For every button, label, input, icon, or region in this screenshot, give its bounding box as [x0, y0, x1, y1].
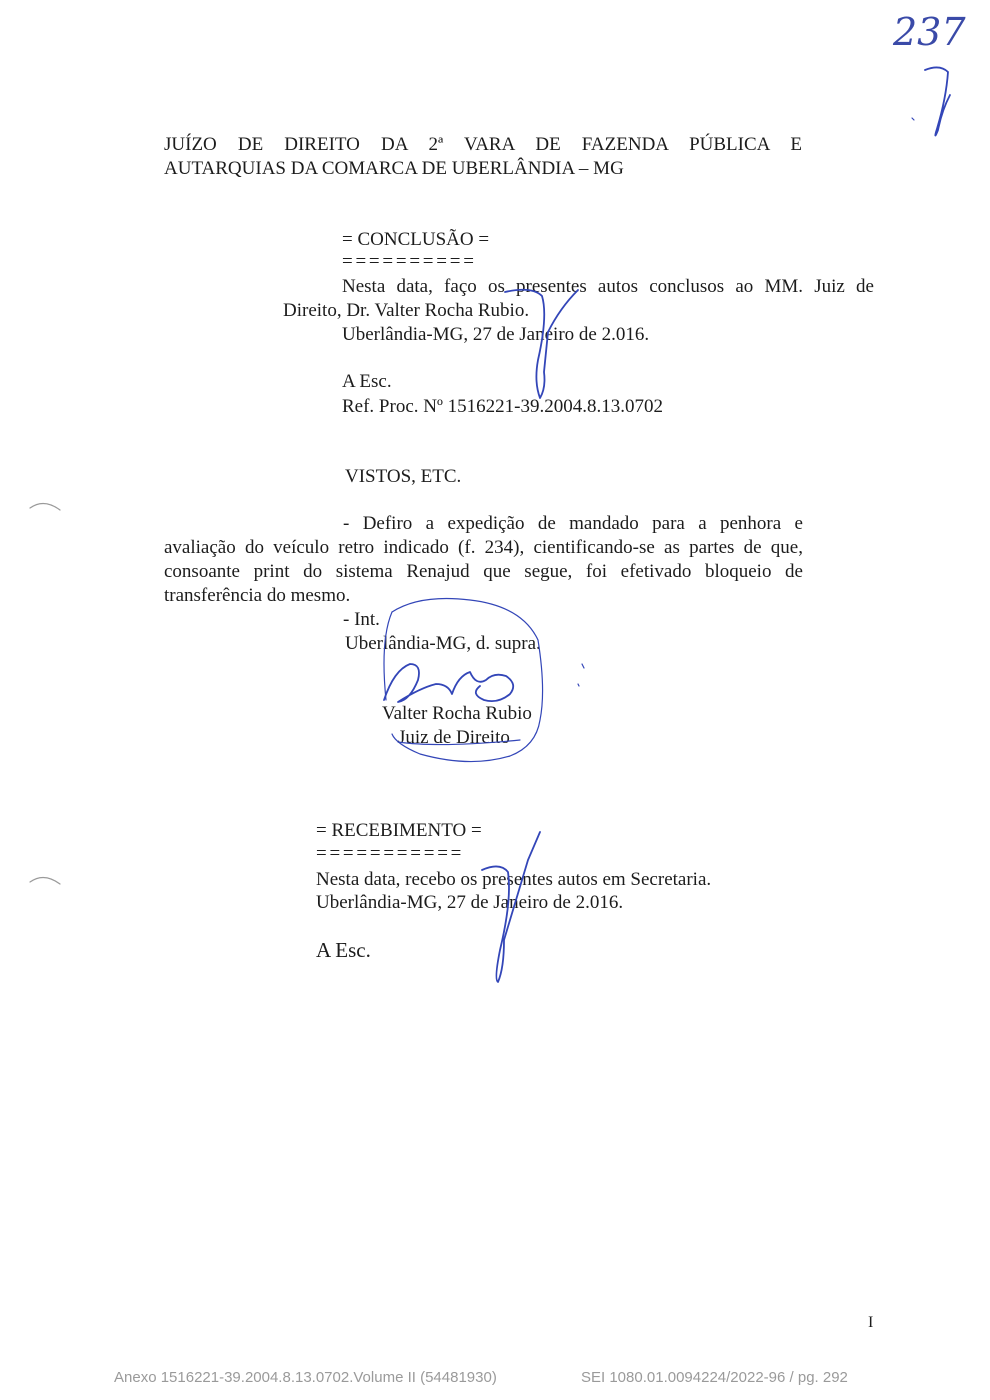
stray-mark: [578, 684, 579, 686]
punch-hole-mark-upper: [30, 503, 60, 510]
conclusao-rule: = = = = = = = = = =: [342, 251, 473, 272]
judge-name: Valter Rocha Rubio: [382, 703, 532, 724]
conclusao-rubric-mark: [505, 290, 578, 398]
despacho-line-4: transferência do mesmo.: [164, 585, 351, 606]
court-header-line-1: JUÍZO DE DIREITO DA 2ª VARA DE FAZENDA PÚBLICA E: [164, 134, 802, 155]
conclusao-line-2: Direito, Dr. Valter Rocha Rubio.: [283, 300, 530, 321]
conclusao-esc: A Esc.: [342, 371, 392, 392]
conclusao-date: Uberlândia-MG, 27 de Janeiro de 2.016.: [342, 324, 650, 345]
signature-stamp-outline: [392, 599, 543, 762]
recebimento-title: = RECEBIMENTO =: [316, 820, 482, 841]
signature-stamp-outline-left: [384, 612, 392, 700]
despacho-line-1: - Defiro a expedição de mandado para a penhora e: [343, 513, 803, 534]
footer-sei-reference: SEI 1080.01.0094224/2022-96 / pg. 292: [581, 1369, 848, 1386]
despacho-line-3: consoante print do sistema Renajud que segue, foi efetivado bloqueio de: [164, 561, 803, 582]
conclusao-line-1: Nesta data, faço os presentes autos conclusos ao MM. Juiz de: [342, 276, 874, 297]
page-mark: I: [868, 1314, 874, 1331]
punch-hole-mark-lower: [30, 877, 60, 884]
judge-signature: [384, 664, 513, 702]
stray-mark: [582, 664, 584, 668]
recebimento-esc: A Esc.: [316, 938, 371, 962]
top-rubric-dot: [912, 118, 914, 120]
despacho-place-date: Uberlândia-MG, d. supra.: [345, 633, 541, 654]
conclusao-title: = CONCLUSÃO =: [342, 229, 490, 250]
footer-annex-reference: Anexo 1516221-39.2004.8.13.0702.Volume II (54481930): [114, 1369, 497, 1386]
court-header-line-2: AUTARQUIAS DA COMARCA DE UBERLÂNDIA – MG: [164, 158, 624, 179]
process-reference: Ref. Proc. Nº 1516221-39.2004.8.13.0702: [342, 396, 663, 417]
handwritten-page-number: 237: [893, 10, 966, 54]
recebimento-rubric-mark: [482, 832, 540, 982]
judge-title: Juiz de Direito: [398, 727, 510, 748]
recebimento-date: Uberlândia-MG, 27 de Janeiro de 2.016.: [316, 892, 624, 913]
vistos-heading: VISTOS, ETC.: [345, 466, 462, 487]
judge-title-strike: [398, 740, 520, 745]
despacho-int: - Int.: [343, 609, 380, 630]
despacho-line-2: avaliação do veículo retro indicado (f. 234), cientificando-se as partes de que,: [164, 537, 803, 558]
top-rubric-mark: [925, 67, 950, 135]
recebimento-line-1: Nesta data, recebo os presentes autos em Secretaria.: [316, 869, 712, 890]
recebimento-rule: = = = = = = = = = = =: [316, 843, 461, 864]
